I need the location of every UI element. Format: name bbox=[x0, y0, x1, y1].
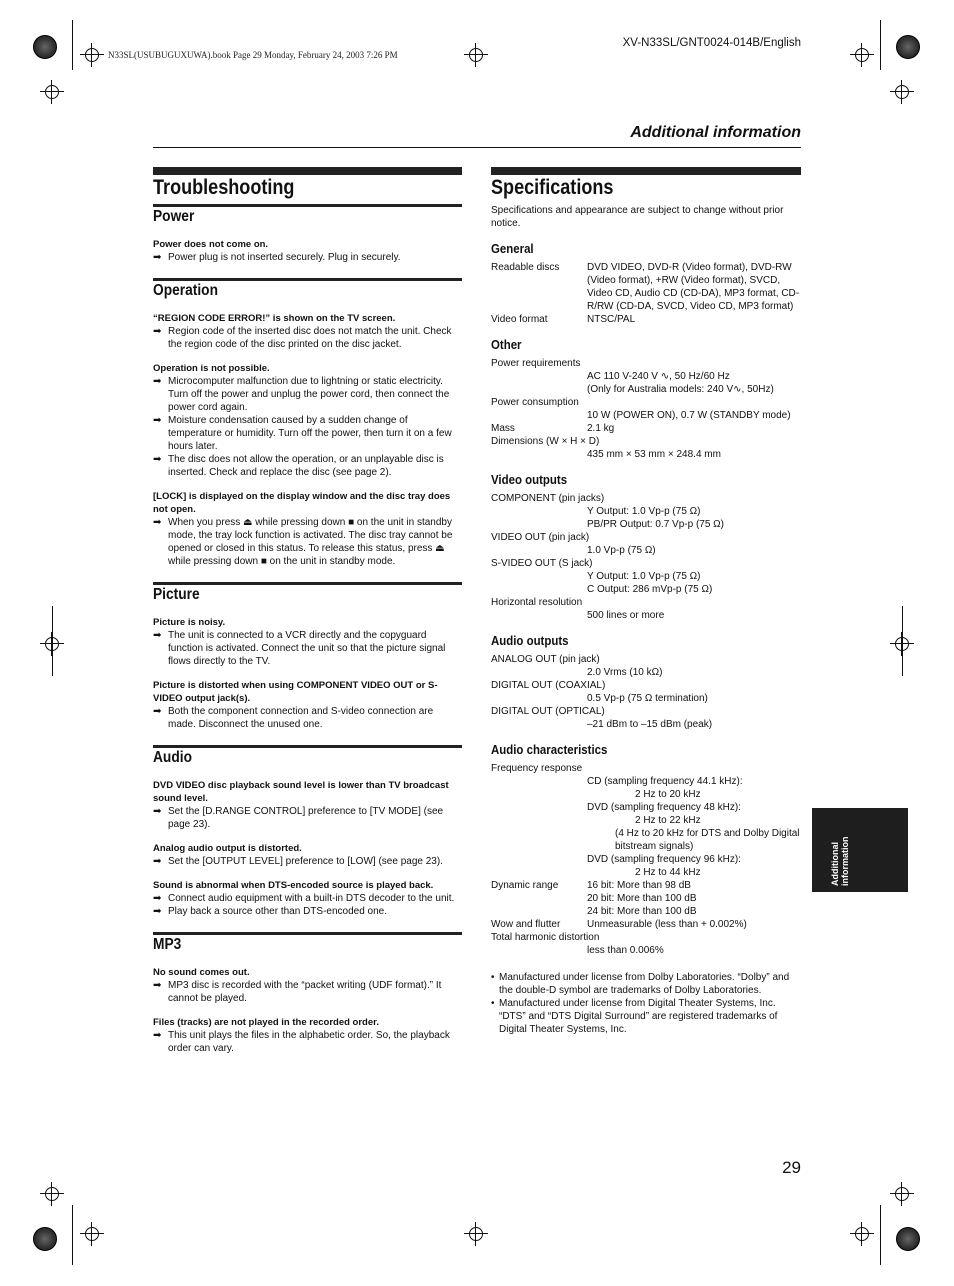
solution-text: ➡ The disc does not allow the operation, or an unplayable disc is inserted. Check and replace the disc (see page 2). bbox=[153, 453, 462, 479]
registration-disc bbox=[33, 1227, 57, 1251]
troubleshooting-column bbox=[153, 167, 462, 1055]
problem-text: No sound comes out. bbox=[153, 967, 250, 978]
page-number: 29 bbox=[782, 1158, 801, 1177]
spec-label: COMPONENT (pin jacks) bbox=[491, 493, 605, 504]
spec-value: NTSC/PAL bbox=[587, 314, 636, 325]
spec-row bbox=[491, 944, 801, 957]
video-outputs-heading: Video outputs bbox=[491, 472, 568, 487]
solution-text: ➡ Both the component connection and S-video connection are made. Disconnect the unused one. bbox=[153, 705, 462, 731]
solution-text: ➡ Power plug is not inserted securely. Plug in securely. bbox=[153, 251, 462, 264]
spec-label: Wow and flutter bbox=[491, 919, 561, 930]
spec-row bbox=[491, 544, 801, 557]
spec-row bbox=[491, 370, 801, 383]
spec-label: ANALOG OUT (pin jack) bbox=[491, 654, 600, 665]
solution-text: ➡ When you press ⏏ while pressing down ■ on the unit in standby mode, the tray lock function is activated. The disc tray cannot be opened or closed in this status. To release this status, press ⏏ while pressing down ■ on the unit in standby mode. bbox=[153, 516, 462, 568]
trim-mark bbox=[72, 1205, 73, 1265]
subsection-bar bbox=[153, 204, 462, 207]
spec-value: 2.0 Vrms (10 kΩ) bbox=[587, 667, 663, 678]
crosshair-mark bbox=[464, 43, 488, 67]
spec-label: Total harmonic distortion bbox=[491, 932, 600, 943]
spec-row bbox=[491, 788, 801, 801]
spec-row bbox=[491, 692, 801, 705]
spec-label: Horizontal resolution bbox=[491, 597, 583, 608]
solution-text: ➡ The unit is connected to a VCR directly and the copyguard function is activated. Connect the unit so that the picture signal flows directly to the TV. bbox=[153, 629, 462, 668]
spec-value: less than 0.006% bbox=[587, 945, 664, 956]
spec-label: DIGITAL OUT (COAXIAL) bbox=[491, 680, 606, 691]
model-number: XV-N33SL/GNT0024-014B/English bbox=[622, 37, 801, 49]
problem-text: Picture is distorted when using COMPONENT VIDEO OUT or S-VIDEO output jack(s). bbox=[153, 680, 438, 704]
crosshair-mark bbox=[80, 1222, 104, 1246]
problem-text: Picture is noisy. bbox=[153, 617, 226, 628]
spec-row bbox=[491, 775, 801, 788]
spec-label: Mass bbox=[491, 423, 515, 434]
problem-text: DVD VIDEO disc playback sound level is lower than TV broadcast sound level. bbox=[153, 780, 449, 804]
spec-value: 0.5 Vp-p (75 Ω termination) bbox=[587, 693, 708, 704]
solution-text: ➡ Microcomputer malfunction due to lightning or static electricity. Turn off the power and unplug the power cord, then connect the power cord again. bbox=[153, 375, 462, 414]
problem-text: Power does not come on. bbox=[153, 239, 269, 250]
solution-text: ➡ Play back a source other than DTS-encoded one. bbox=[153, 905, 462, 918]
spec-label: Power consumption bbox=[491, 397, 579, 408]
title-bar bbox=[153, 167, 462, 175]
crosshair-mark bbox=[890, 1182, 914, 1206]
spec-row bbox=[491, 918, 801, 931]
solution-text: ➡ MP3 disc is recorded with the “packet writing (UDF format).” It cannot be played. bbox=[153, 979, 462, 1005]
spec-value: Unmeasurable (less than + 0.002%) bbox=[587, 919, 747, 930]
spec-row bbox=[491, 892, 801, 905]
problem-text: Files (tracks) are not played in the recorded order. bbox=[153, 1017, 379, 1028]
registration-disc bbox=[896, 35, 920, 59]
side-tab-line: information bbox=[840, 836, 850, 886]
problem-text: Operation is not possible. bbox=[153, 363, 270, 374]
spec-row bbox=[491, 518, 801, 531]
spec-value: 24 bit: More than 100 dB bbox=[587, 906, 697, 917]
side-tab-label bbox=[830, 822, 850, 886]
crosshair-mark bbox=[80, 43, 104, 67]
crosshair-mark bbox=[890, 80, 914, 104]
spec-row bbox=[491, 383, 801, 396]
mp3-block bbox=[153, 966, 462, 1055]
power-heading: Power bbox=[153, 208, 195, 225]
spec-row bbox=[491, 879, 801, 892]
spec-value: 2.1 kg bbox=[587, 423, 615, 434]
registration-disc bbox=[896, 1227, 920, 1251]
trim-mark bbox=[52, 606, 53, 676]
spec-value: Y Output: 1.0 Vp-p (75 Ω) bbox=[587, 571, 701, 582]
power-block bbox=[153, 238, 462, 264]
problem-text: Sound is abnormal when DTS-encoded source is played back. bbox=[153, 880, 434, 891]
spec-row bbox=[491, 313, 801, 326]
solution-text: ➡ Connect audio equipment with a built-in DTS decoder to the unit. bbox=[153, 892, 462, 905]
picture-heading: Picture bbox=[153, 586, 200, 603]
spec-row bbox=[491, 609, 801, 622]
spec-value: (Only for Australia models: 240 V∿, 50Hz) bbox=[587, 384, 774, 395]
spec-row bbox=[491, 905, 801, 918]
spec-label: S-VIDEO OUT (S jack) bbox=[491, 558, 593, 569]
spec-label: Frequency response bbox=[491, 763, 583, 774]
registration-disc bbox=[33, 35, 57, 59]
spec-value: AC 110 V-240 V ∿, 50 Hz/60 Hz bbox=[587, 371, 730, 382]
spec-row bbox=[491, 666, 801, 679]
audio-outputs-heading: Audio outputs bbox=[491, 633, 569, 648]
spec-value: Y Output: 1.0 Vp-p (75 Ω) bbox=[587, 506, 701, 517]
section-title: Additional information bbox=[630, 124, 801, 141]
spec-row bbox=[491, 814, 801, 827]
spec-row bbox=[491, 505, 801, 518]
picture-block bbox=[153, 616, 462, 731]
solution-text: ➡ Set the [D.RANGE CONTROL] preference to [TV MODE] (see page 23). bbox=[153, 805, 462, 831]
operation-block bbox=[153, 312, 462, 568]
audio-heading: Audio bbox=[153, 749, 192, 766]
print-info-line: N33SL(USUBUGUXUWA).book Page 29 Monday, February 24, 2003 7:26 PM bbox=[108, 50, 398, 60]
crosshair-mark bbox=[40, 1182, 64, 1206]
crosshair-mark bbox=[850, 43, 874, 67]
spec-value: CD (sampling frequency 44.1 kHz): bbox=[587, 776, 743, 787]
subsection-bar bbox=[153, 582, 462, 585]
spec-row bbox=[491, 718, 801, 731]
section-side-tab bbox=[812, 808, 908, 892]
spec-value: 20 bit: More than 100 dB bbox=[587, 893, 697, 904]
spec-row bbox=[491, 570, 801, 583]
trademark-note: • Manufactured under license from Digital Theater Systems, Inc. “DTS” and “DTS Digital Surround” are registered trademarks of Digital Theater Systems, Inc. bbox=[491, 997, 801, 1036]
spec-label: Dynamic range bbox=[491, 880, 559, 891]
spec-row bbox=[491, 583, 801, 596]
spec-value: 16 bit: More than 98 dB bbox=[587, 880, 691, 891]
spec-value: 2 Hz to 44 kHz bbox=[635, 867, 701, 878]
title-bar bbox=[491, 167, 801, 175]
operation-heading: Operation bbox=[153, 282, 218, 299]
solution-text: ➡ Region code of the inserted disc does not match the unit. Check the region code of the disc printed on the disc jacket. bbox=[153, 325, 462, 351]
problem-text: [LOCK] is displayed on the display window and the disc tray does not open. bbox=[153, 491, 451, 515]
trim-mark bbox=[72, 20, 73, 70]
spec-value: 2 Hz to 20 kHz bbox=[635, 789, 701, 800]
audio-characteristics-heading: Audio characteristics bbox=[491, 742, 608, 757]
spec-value: 2 Hz to 22 kHz bbox=[635, 815, 701, 826]
spec-label: Readable discs bbox=[491, 262, 560, 273]
spec-value: 500 lines or more bbox=[587, 610, 665, 621]
spec-row bbox=[491, 448, 801, 461]
solution-text: ➡ This unit plays the files in the alphabetic order. So, the playback order can vary. bbox=[153, 1029, 462, 1055]
mp3-heading: MP3 bbox=[153, 936, 182, 953]
trademark-notes bbox=[491, 971, 801, 1036]
subsection-bar bbox=[153, 932, 462, 935]
spec-intro: Specifications and appearance are subject to change without prior notice. bbox=[491, 205, 784, 229]
troubleshooting-title: Troubleshooting bbox=[153, 176, 295, 199]
problem-text: “REGION CODE ERROR!” is shown on the TV screen. bbox=[153, 313, 396, 324]
solution-text: ➡ Moisture condensation caused by a sudden change of temperature or humidity. Turn off the power, then turn it on a few hours later. bbox=[153, 414, 462, 453]
other-heading: Other bbox=[491, 337, 522, 352]
spec-value: 1.0 Vp-p (75 Ω) bbox=[587, 545, 656, 556]
spec-value: 10 W (POWER ON), 0.7 W (STANDBY mode) bbox=[587, 410, 791, 421]
spec-label: Power requirements bbox=[491, 358, 581, 369]
crosshair-mark bbox=[850, 1222, 874, 1246]
spec-value: DVD VIDEO, DVD-R (Video format), DVD-RW (Video format), +RW (Video format), SVCD, Video CD, Audio CD (CD-DA), MP3 format, CD-R/RW (CD-DA, SVCD, Video CD, MP3 format) bbox=[587, 262, 800, 312]
trim-mark bbox=[880, 20, 881, 70]
header-rule bbox=[153, 147, 801, 148]
spec-value: DVD (sampling frequency 96 kHz): bbox=[587, 854, 741, 865]
spec-value: 435 mm × 53 mm × 248.4 mm bbox=[587, 449, 721, 460]
specifications-column bbox=[491, 167, 801, 1036]
general-heading: General bbox=[491, 241, 534, 256]
trim-mark bbox=[880, 1205, 881, 1265]
trim-mark bbox=[902, 606, 903, 676]
spec-value: C Output: 286 mVp-p (75 Ω) bbox=[587, 584, 713, 595]
spec-row bbox=[491, 801, 801, 814]
subsection-bar bbox=[153, 745, 462, 748]
spec-label: Dimensions (W × H × D) bbox=[491, 436, 600, 447]
crosshair-mark bbox=[40, 80, 64, 104]
spec-row bbox=[491, 261, 801, 313]
solution-text: ➡ Set the [OUTPUT LEVEL] preference to [LOW] (see page 23). bbox=[153, 855, 462, 868]
spec-value: (4 Hz to 20 kHz for DTS and Dolby Digital bitstream signals) bbox=[615, 828, 800, 852]
problem-text: Analog audio output is distorted. bbox=[153, 843, 302, 854]
spec-row bbox=[491, 409, 801, 422]
spec-row bbox=[491, 827, 801, 853]
spec-value: –21 dBm to –15 dBm (peak) bbox=[587, 719, 713, 730]
audio-block bbox=[153, 779, 462, 918]
spec-value: DVD (sampling frequency 48 kHz): bbox=[587, 802, 741, 813]
spec-label: VIDEO OUT (pin jack) bbox=[491, 532, 590, 543]
trademark-note: • Manufactured under license from Dolby Laboratories. “Dolby” and the double-D symbol are trademarks of Dolby Laboratories. bbox=[491, 971, 801, 997]
specifications-title: Specifications bbox=[491, 176, 614, 199]
side-tab-line: Additional bbox=[830, 842, 840, 886]
spec-row bbox=[491, 422, 801, 435]
spec-label: Video format bbox=[491, 314, 548, 325]
spec-value: PB/PR Output: 0.7 Vp-p (75 Ω) bbox=[587, 519, 724, 530]
crosshair-mark bbox=[464, 1222, 488, 1246]
spec-row bbox=[491, 853, 801, 866]
subsection-bar bbox=[153, 278, 462, 281]
spec-row bbox=[491, 866, 801, 879]
spec-label: DIGITAL OUT (OPTICAL) bbox=[491, 706, 605, 717]
